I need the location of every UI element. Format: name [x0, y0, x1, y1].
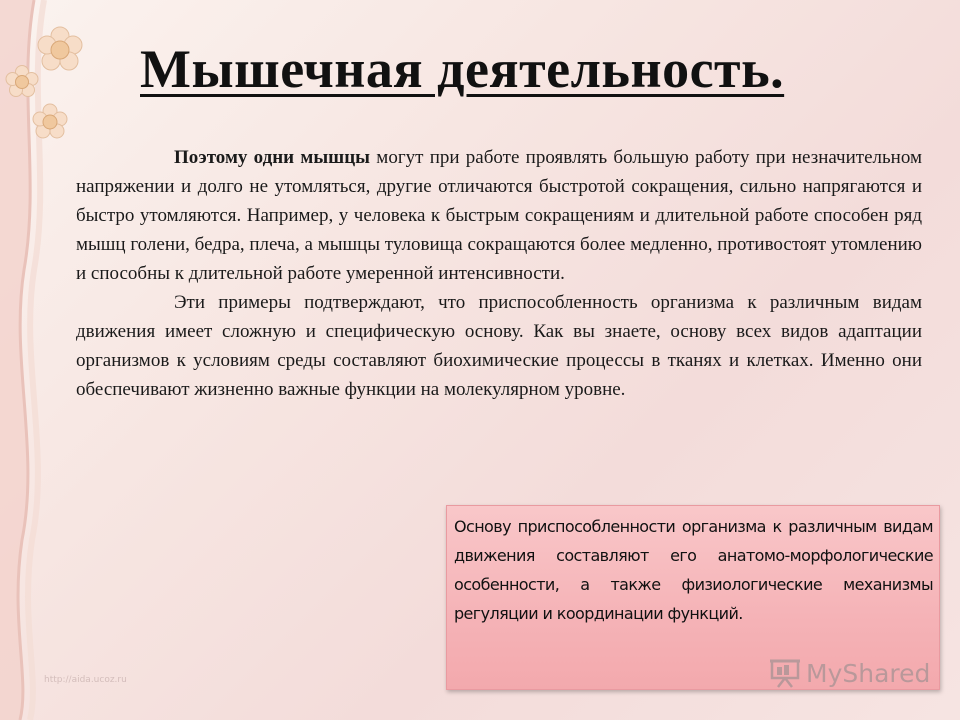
myshared-logo: [768, 656, 930, 690]
slide-body: [76, 143, 922, 404]
flower-decoration-icon: [0, 0, 110, 150]
callout-text: Основу приспособленности организма к различным видам движения составляют его анатомо-морфологические особенности, а также физиологические механизмы регуляции и координации функций.: [454, 517, 933, 623]
paragraph-1-text: могут при работе проявлять большую работу при незначительном напряжении и долго не утомляться, другие отличаются быстротой сокращения, сильно напрягаются и быстро утомляются. Например, у человека к быстрым сокращениям и длительной работе способен ряд мышц голени, бедра, плеча, а мышцы туловища сокращаются более медленно, противостоят утомлению и способны к длительной работе умеренной интенсивности.: [76, 147, 922, 284]
paragraph-1-bold-lead: Поэтому одни мышцы: [174, 147, 371, 168]
paragraph-2: Эти примеры подтверждают, что приспособленность организма к различным видам движения имеет сложную и специфическую основу. Как вы знаете, основу всех видов адаптации организмов к условиям среды составляют биохимические процессы в тканях и клетках. Именно они обеспечивают жизненно важные функции на молекулярном уровне.: [76, 292, 922, 400]
paragraph-1: [76, 143, 922, 288]
logo-text: MyShared: [806, 658, 931, 688]
presentation-screen-icon: [768, 658, 802, 688]
slide-title: Мышечная деятельность.: [140, 39, 785, 99]
watermark-url: http://aida.ucoz.ru: [44, 675, 127, 685]
